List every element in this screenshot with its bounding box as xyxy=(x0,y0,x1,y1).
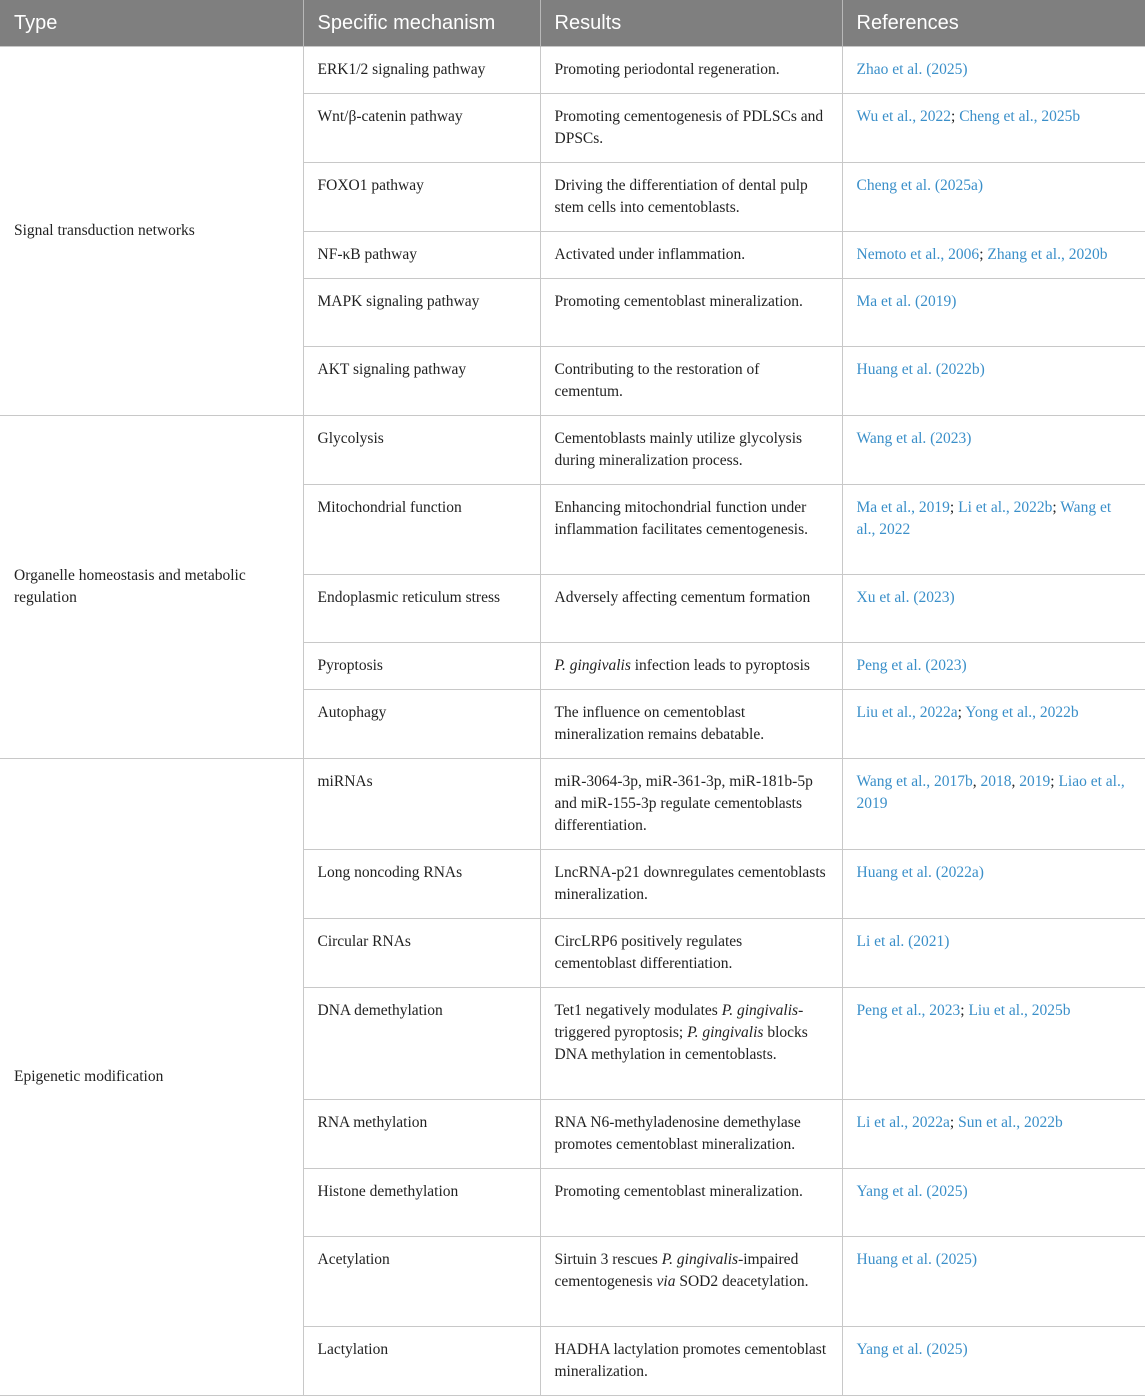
reference-link[interactable]: Wu et al., 2022 xyxy=(856,108,952,125)
result-text: Promoting cementoblast mineralization. xyxy=(554,1183,803,1200)
mechanism-cell xyxy=(303,485,540,575)
table-row xyxy=(0,47,1145,94)
reference-separator: ; xyxy=(957,704,966,721)
reference-link[interactable]: Zhao et al. (2025) xyxy=(856,61,968,78)
reference-separator: , xyxy=(972,773,981,790)
reference-cell xyxy=(842,163,1145,232)
reference-link[interactable]: Liu et al., 2022a xyxy=(856,704,958,721)
mechanism-cell xyxy=(303,163,540,232)
reference-cell xyxy=(842,575,1145,643)
reference-link[interactable]: Liu et al., 2025b xyxy=(968,1002,1071,1019)
mechanism-label: MAPK signaling pathway xyxy=(317,293,480,310)
result-italic-text: via xyxy=(656,1273,676,1290)
type-label: Epigenetic modification xyxy=(14,1068,164,1085)
reference-link[interactable]: Li et al., 2022a xyxy=(856,1114,950,1131)
mechanism-label: ERK1/2 signaling pathway xyxy=(317,61,486,78)
header-results: Results xyxy=(540,0,842,47)
reference-separator: , xyxy=(1011,773,1020,790)
result-text: Driving the differentiation of dental pulp stem cells into cementoblasts. xyxy=(554,177,808,216)
mechanism-cell xyxy=(303,759,540,850)
result-text: infection leads to pyroptosis xyxy=(630,657,810,674)
reference-cell xyxy=(842,232,1145,279)
result-text: -triggered pyroptosis; xyxy=(554,1002,804,1041)
mechanism-label: RNA methylation xyxy=(317,1114,428,1131)
reference-separator: ; xyxy=(949,1114,959,1131)
reference-link[interactable]: Wang et al. (2023) xyxy=(856,430,972,447)
mechanism-cell xyxy=(303,643,540,690)
mechanism-label: Circular RNAs xyxy=(317,933,411,950)
reference-cell xyxy=(842,850,1145,919)
result-text: Promoting periodontal regeneration. xyxy=(554,61,780,78)
reference-link[interactable]: Ma et al., 2019 xyxy=(856,499,950,516)
header-mechanism: Specific mechanism xyxy=(303,0,540,47)
result-text: Activated under inflammation. xyxy=(554,246,746,263)
reference-cell xyxy=(842,47,1145,94)
reference-link[interactable]: 2019 xyxy=(1019,773,1051,790)
mechanism-label: Pyroptosis xyxy=(317,657,383,674)
reference-link[interactable]: Huang et al. (2022a) xyxy=(856,864,984,881)
reference-cell xyxy=(842,347,1145,416)
mechanism-cell xyxy=(303,575,540,643)
reference-link[interactable]: Cheng et al., 2025b xyxy=(959,108,1081,125)
reference-link[interactable]: Yang et al. (2025) xyxy=(856,1341,968,1358)
result-cell xyxy=(540,1327,842,1396)
mechanism-cell xyxy=(303,1100,540,1169)
result-cell xyxy=(540,643,842,690)
reference-separator: ; xyxy=(949,499,959,516)
result-text: HADHA lactylation promotes cementoblast mineralization. xyxy=(554,1341,827,1380)
reference-cell xyxy=(842,94,1145,163)
result-italic-text: P. gingivalis xyxy=(554,657,631,674)
result-cell xyxy=(540,232,842,279)
reference-separator: ; xyxy=(1050,773,1059,790)
mechanism-label: AKT signaling pathway xyxy=(317,361,467,378)
mechanism-cell xyxy=(303,690,540,759)
mechanism-cell xyxy=(303,94,540,163)
result-text: Sirtuin 3 rescues xyxy=(554,1251,662,1268)
result-text: Adversely affecting cementum formation xyxy=(554,589,811,606)
mechanism-label: Mitochondrial function xyxy=(317,499,462,516)
result-cell xyxy=(540,690,842,759)
reference-link[interactable]: Yong et al., 2022b xyxy=(965,704,1079,721)
result-cell xyxy=(540,919,842,988)
reference-link[interactable]: Sun et al., 2022b xyxy=(958,1114,1063,1131)
result-text: blocks DNA methylation in cementoblasts. xyxy=(554,1024,808,1063)
table-body xyxy=(0,47,1145,1396)
result-text: Enhancing mitochondrial function under inflammation facilitates cementogenesis. xyxy=(554,499,809,538)
reference-cell xyxy=(842,1100,1145,1169)
reference-link[interactable]: Peng et al., 2023 xyxy=(856,1002,961,1019)
reference-separator: ; xyxy=(979,246,988,263)
mechanism-cell xyxy=(303,1327,540,1396)
mechanism-label: Wnt/β-catenin pathway xyxy=(317,108,463,125)
mechanism-label: miRNAs xyxy=(317,773,373,790)
reference-cell xyxy=(842,1169,1145,1237)
mechanism-cell xyxy=(303,279,540,347)
reference-separator: ; xyxy=(951,108,960,125)
table-row xyxy=(0,416,1145,485)
mechanism-cell xyxy=(303,850,540,919)
reference-link[interactable]: Li et al., 2022b xyxy=(958,499,1053,516)
mechanism-label: FOXO1 pathway xyxy=(317,177,424,194)
reference-link[interactable]: Li et al. (2021) xyxy=(856,933,950,950)
reference-link[interactable]: Xu et al. (2023) xyxy=(856,589,955,606)
result-cell xyxy=(540,163,842,232)
mechanism-cell xyxy=(303,232,540,279)
reference-cell xyxy=(842,919,1145,988)
type-cell xyxy=(0,47,303,416)
result-cell xyxy=(540,988,842,1100)
mechanism-label: Glycolysis xyxy=(317,430,384,447)
reference-separator: ; xyxy=(960,1002,969,1019)
reference-cell xyxy=(842,279,1145,347)
result-text: RNA N6-methyladenosine demethylase promotes cementoblast mineralization. xyxy=(554,1114,801,1153)
reference-cell xyxy=(842,690,1145,759)
result-italic-text: P. gingivalis xyxy=(661,1251,739,1268)
result-text: Promoting cementoblast mineralization. xyxy=(554,293,803,310)
result-text: SOD2 deacetylation. xyxy=(675,1273,809,1290)
type-cell xyxy=(0,416,303,759)
mechanism-label: Lactylation xyxy=(317,1341,389,1358)
reference-link[interactable]: Liao et al., 2019 xyxy=(856,773,1125,812)
mechanism-cell xyxy=(303,416,540,485)
reference-cell xyxy=(842,1327,1145,1396)
reference-link[interactable]: 2018 xyxy=(980,773,1012,790)
result-cell xyxy=(540,850,842,919)
mechanism-label: NF-κB pathway xyxy=(317,246,418,263)
reference-link[interactable]: Huang et al. (2025) xyxy=(856,1251,978,1268)
mechanism-label: Long noncoding RNAs xyxy=(317,864,463,881)
mechanism-cell xyxy=(303,1169,540,1237)
result-cell xyxy=(540,279,842,347)
reference-separator: ; xyxy=(1052,499,1061,516)
reference-cell xyxy=(842,1237,1145,1327)
result-cell xyxy=(540,1237,842,1327)
result-text: Tet1 negatively modulates xyxy=(554,1002,722,1019)
reference-link[interactable]: Yang et al. (2025) xyxy=(856,1183,968,1200)
result-text: Promoting cementogenesis of PDLSCs and DPSCs. xyxy=(554,108,824,147)
result-cell xyxy=(540,485,842,575)
result-italic-text: P. gingivalis xyxy=(687,1024,764,1041)
reference-link[interactable]: Nemoto et al., 2006 xyxy=(856,246,980,263)
result-cell xyxy=(540,94,842,163)
mechanism-label: Autophagy xyxy=(317,704,387,721)
result-cell xyxy=(540,416,842,485)
mechanism-label: Acetylation xyxy=(317,1251,390,1268)
result-text: Cementoblasts mainly utilize glycolysis during mineralization process. xyxy=(554,430,803,469)
result-cell xyxy=(540,347,842,416)
mechanism-label: DNA demethylation xyxy=(317,1002,443,1019)
result-cell xyxy=(540,1100,842,1169)
reference-cell xyxy=(842,988,1145,1100)
mechanism-cell xyxy=(303,47,540,94)
type-label: Signal transduction networks xyxy=(14,222,195,239)
reference-link[interactable]: Ma et al. (2019) xyxy=(856,293,957,310)
result-cell xyxy=(540,47,842,94)
result-italic-text: P. gingivalis xyxy=(721,1002,799,1019)
result-text: LncRNA-p21 downregulates cementoblasts mineralization. xyxy=(554,864,826,903)
mechanism-cell xyxy=(303,347,540,416)
reference-link[interactable]: Zhang et al., 2020b xyxy=(987,246,1108,263)
table-row xyxy=(0,759,1145,850)
result-cell xyxy=(540,759,842,850)
reference-link[interactable]: Cheng et al. (2025a) xyxy=(856,177,984,194)
reference-cell xyxy=(842,416,1145,485)
reference-link[interactable]: Peng et al. (2023) xyxy=(856,657,967,674)
result-cell xyxy=(540,575,842,643)
result-text: Contributing to the restoration of cementum. xyxy=(554,361,760,400)
reference-cell xyxy=(842,759,1145,850)
reference-cell xyxy=(842,485,1145,575)
reference-link[interactable]: Wang et al., 2022 xyxy=(856,499,1112,538)
reference-cell xyxy=(842,643,1145,690)
mechanism-label: Histone demethylation xyxy=(317,1183,459,1200)
header-type: Type xyxy=(0,0,303,47)
result-text: The influence on cementoblast mineralization remains debatable. xyxy=(554,704,765,743)
mechanism-cell xyxy=(303,919,540,988)
mechanism-label: Endoplasmic reticulum stress xyxy=(317,589,501,606)
mechanism-cell xyxy=(303,988,540,1100)
result-text: -impaired cementogenesis xyxy=(554,1251,799,1290)
result-text: miR-3064-3p, miR-361-3p, miR-181b-5p and miR-155-3p regulate cementoblasts differentiation. xyxy=(554,773,813,834)
reference-link[interactable]: Wang et al., 2017b xyxy=(856,773,973,790)
type-label: Organelle homeostasis and metabolic regulation xyxy=(14,567,246,606)
mechanism-cell xyxy=(303,1237,540,1327)
result-cell xyxy=(540,1169,842,1237)
header-references: References xyxy=(842,0,1145,47)
type-cell xyxy=(0,759,303,1396)
reference-link[interactable]: Huang et al. (2022b) xyxy=(856,361,985,378)
result-text: CircLRP6 positively regulates cementoblast differentiation. xyxy=(554,933,743,972)
header-row xyxy=(0,0,1145,47)
